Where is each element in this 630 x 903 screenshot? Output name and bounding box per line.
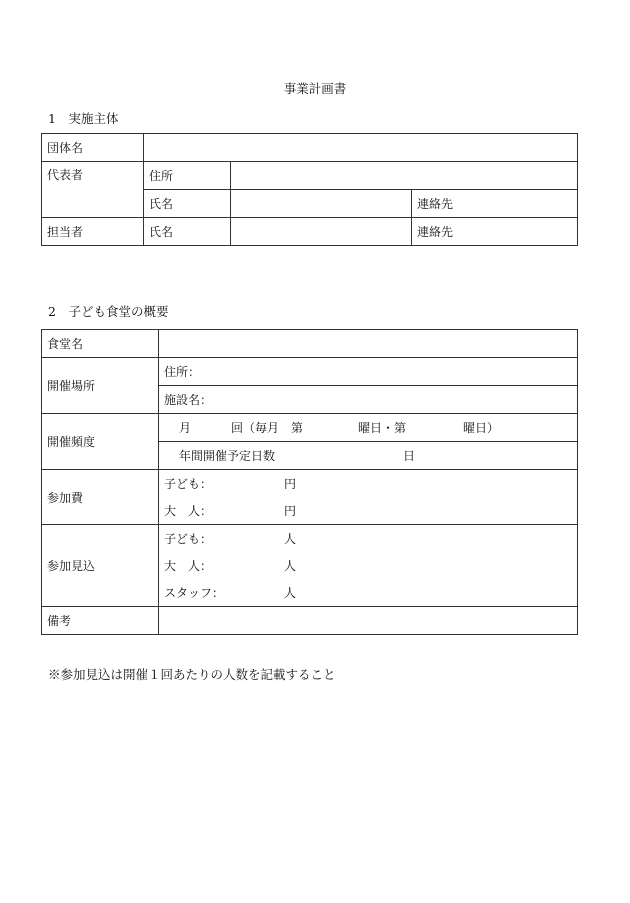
person-name-field[interactable] [231, 218, 412, 246]
remarks-label: 備考 [42, 607, 159, 635]
section-2-heading: 2 子ども食堂の概要 [48, 304, 169, 319]
rep-contact-cell[interactable] [412, 190, 578, 218]
frequency-monthly-field[interactable] [159, 414, 578, 442]
expected-staff-field[interactable] [159, 579, 578, 607]
frequency-annual-field[interactable] [159, 442, 578, 470]
implementing-entity-table [41, 133, 578, 246]
person-unit-adult: 人 [284, 559, 297, 573]
freq-weekday-label: 曜日・第 [358, 421, 407, 435]
document-title: 事業計画書 [283, 81, 347, 96]
rep-address-field[interactable] [231, 162, 578, 190]
venue-address-label: 住所： [164, 365, 201, 379]
exp-adult-label: 大 人： [164, 559, 213, 573]
footnote: ※参加見込は開催１回あたりの人数を記載すること [48, 667, 336, 682]
venue-facility-label: 施設名： [164, 393, 213, 407]
person-contact-cell[interactable] [412, 218, 578, 246]
rep-name-label: 氏名 [144, 190, 231, 218]
group-name-label: 団体名 [42, 134, 144, 162]
cafeteria-name-field[interactable] [159, 330, 578, 358]
fee-adult-label: 大 人： [164, 504, 213, 518]
cafeteria-name-label: 食堂名 [42, 330, 159, 358]
fee-child-field[interactable] [159, 470, 578, 498]
expected-child-field[interactable] [159, 525, 578, 553]
freq-annual-label: 年間開催予定日数 [179, 449, 276, 463]
representative-label: 代表者 [42, 162, 144, 218]
venue-address-field[interactable] [159, 358, 578, 386]
rep-name-field[interactable] [231, 190, 412, 218]
exp-child-label: 子ども： [164, 532, 213, 546]
person-unit-staff: 人 [284, 586, 297, 600]
cafeteria-overview-table [41, 329, 578, 635]
fee-adult-field[interactable] [159, 497, 578, 525]
fee-label: 参加費 [42, 470, 159, 525]
venue-facility-field[interactable] [159, 386, 578, 414]
freq-month-label: 月 [179, 421, 192, 435]
expected-adult-field[interactable] [159, 552, 578, 579]
expected-label: 参加見込 [42, 525, 159, 607]
exp-staff-label: スタッフ： [164, 586, 225, 600]
person-unit-child: 人 [284, 532, 297, 546]
section-1-heading: 1 実施主体 [48, 111, 119, 126]
frequency-label: 開催頻度 [42, 414, 159, 470]
fee-child-label: 子ども： [164, 477, 213, 491]
person-contact-label: 連絡先 [417, 225, 454, 239]
yen-unit-child: 円 [284, 477, 297, 491]
rep-address-label: 住所 [144, 162, 231, 190]
group-name-field[interactable] [144, 134, 578, 162]
remarks-field[interactable] [159, 607, 578, 635]
freq-day-label: 日 [403, 449, 416, 463]
venue-label: 開催場所 [42, 358, 159, 414]
freq-weekday2-label: 曜日） [463, 421, 500, 435]
person-in-charge-label: 担当者 [42, 218, 144, 246]
rep-contact-label: 連絡先 [417, 197, 454, 211]
yen-unit-adult: 円 [284, 504, 297, 518]
person-name-label: 氏名 [144, 218, 231, 246]
freq-times-label: 回（毎月 第 [231, 421, 304, 435]
